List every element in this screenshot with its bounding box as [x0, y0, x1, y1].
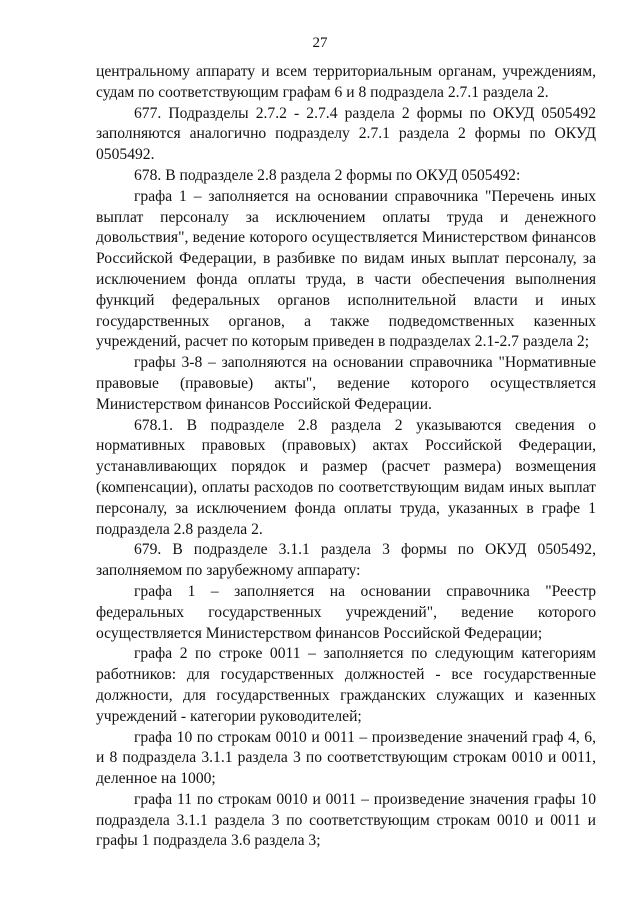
paragraph: центральному аппарату и всем территориальным органам, учреждениям, судам по соответствующим графам 6 и 8 подраздела 2.7.1 раздела 2. — [96, 63, 596, 101]
paragraph: графа 10 по строкам 0010 и 0011 – произведение значений граф 4, 6, и 8 подраздела 3.1.1 раздела 3 по соответствующим строкам 0010 и 0011, деленное на 1000; — [96, 728, 596, 788]
document-body — [96, 62, 596, 852]
paragraph: графа 1 – заполняется на основании справочника "Перечень иных выплат персоналу за исключением оплаты труда и денежного довольствия", ведение которого осуществляется Министерством финансов Российской Федерации, в разбивке по видам иных выплат персоналу, за исключением фонда оплаты труда, в части обеспечения выполнения функций федеральных органов исполнительной власти и иных государственных органов, а также подведомственных казенных учреждений, расчет по которым приведен в подразделах 2.1-2.7 раздела 2; — [96, 187, 596, 351]
paragraph: 678.1. В подразделе 2.8 раздела 2 указываются сведения о нормативных правовых (правовых) актах Российской Федерации, устанавливающих порядок и размер (расчет размера) возмещения (компенсации), оплаты расходов по соответствующим видам иных выплат персоналу, за исключением фонда оплаты труда, указанных в графе 1 подраздела 2.8 раздела 2. — [96, 416, 596, 538]
paragraph: графы 3-8 – заполняются на основании справочника "Нормативные правовые (правовые) акты", ведение которого осуществляется Министерством финансов Российской Федерации. — [96, 354, 596, 413]
paragraph: 679. В подразделе 3.1.1 раздела 3 формы по ОКУД 0505492, заполняемом по зарубежному аппарату: — [96, 541, 596, 580]
paragraph: графа 11 по строкам 0010 и 0011 – произведение значения графы 10 подраздела 3.1.1 раздела 3 по соответствующим строкам 0010 и 0011 и графы 1 подраздела 3.6 раздела 3; — [96, 790, 596, 850]
page-number: 27 — [312, 35, 328, 51]
paragraph: графа 2 по строке 0011 – заполняется по следующим категориям работников: для государственных должностей - все государственные должности, для государственных гражданских служащих и казенных учреждений - категории руководителей; — [96, 645, 596, 725]
paragraph: 678. В подразделе 2.8 раздела 2 формы по ОКУД 0505492: — [134, 166, 521, 184]
paragraph: 677. Подразделы 2.7.2 - 2.7.4 раздела 2 формы по ОКУД 0505492 заполняются аналогично подразделу 2.7.1 раздела 2 формы по ОКУД 0505492. — [96, 104, 596, 164]
paragraph: графа 1 – заполняется на основании справочника "Реестр федеральных государственных учреждений", ведение которого осуществляется Министерством финансов Российской Федерации; — [96, 582, 596, 642]
